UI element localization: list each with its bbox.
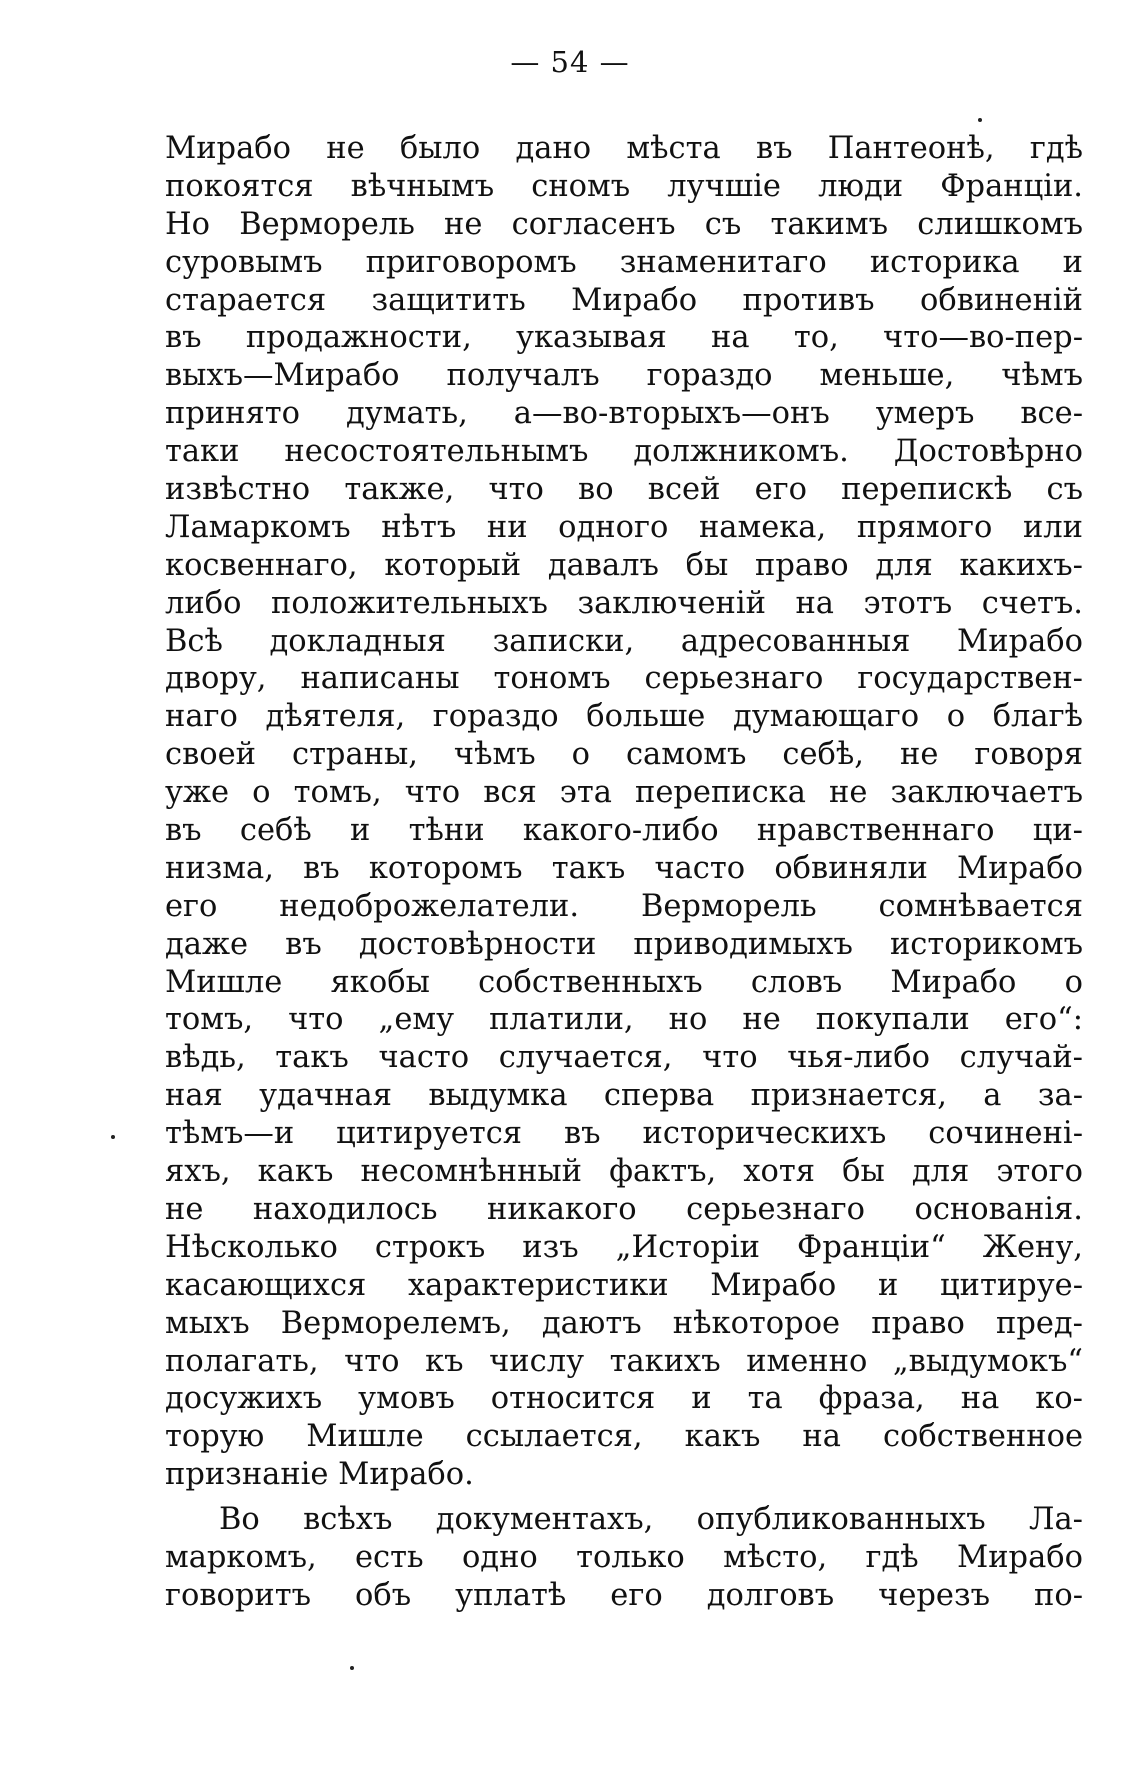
text-line: касающихся характеристики Мирабо и цитируе-: [165, 1267, 1083, 1303]
text-line: уже о томъ, что вся эта переписка не заключаетъ: [165, 775, 1083, 811]
text-line: торую Мишле ссылается, какъ на собственное: [165, 1419, 1083, 1455]
text-line: покоятся вѣчнымъ сномъ лучшіе люди Франціи.: [165, 168, 1083, 204]
text-line: его недоброжелатели. Верморель сомнѣвается: [165, 888, 1083, 924]
text-line: Мирабо не было дано мѣста въ Пантеонѣ, гдѣ: [165, 131, 1083, 166]
text-line: говоритъ объ уплатѣ его долговъ черезъ по-: [165, 1577, 1083, 1613]
page-number: — 54 —: [510, 45, 630, 79]
text-line: таки несостоятельнымъ должникомъ. Достовѣрно: [165, 434, 1083, 470]
print-speck: [111, 1135, 115, 1139]
print-speck: [978, 118, 982, 122]
text-line: либо положительныхъ заключеній на этотъ счетъ.: [165, 585, 1083, 621]
text-line: Всѣ докладныя записки, адресованныя Мирабо: [165, 623, 1083, 659]
text-line: принято думать, а—во-вторыхъ—онъ умеръ все-: [165, 396, 1083, 432]
text-line: тѣмъ—и цитируется въ историческихъ сочинені-: [165, 1116, 1083, 1152]
text-line: наго дѣятеля, гораздо больше думающаго о благѣ: [165, 699, 1083, 735]
paragraph-2: [165, 1501, 1083, 1615]
text-line: косвеннаго, который давалъ бы право для какихъ-: [165, 547, 1083, 583]
text-line: мыхъ Верморелемъ, даютъ нѣкоторое право пред-: [165, 1305, 1083, 1341]
body-text: [165, 130, 1083, 1615]
text-line: не находилось никакого серьезнаго основанія.: [165, 1191, 1083, 1227]
text-line: своей страны, чѣмъ о самомъ себѣ, не говоря: [165, 737, 1083, 773]
text-line: суровымъ приговоромъ знаменитаго историка и: [165, 244, 1083, 280]
text-line: вѣдь, такъ часто случается, что чья-либо случай-: [165, 1040, 1083, 1076]
paragraph-1: [165, 130, 1083, 1494]
text-line: маркомъ, есть одно только мѣсто, гдѣ Мирабо: [165, 1539, 1083, 1575]
text-line: извѣстно также, что во всей его перепискѣ съ: [165, 472, 1083, 508]
print-speck: [350, 1666, 354, 1670]
text-line: двору, написаны тономъ серьезнаго государствен-: [165, 661, 1083, 697]
text-line: выхъ—Мирабо получалъ гораздо меньше, чѣмъ: [165, 358, 1083, 394]
text-line: въ себѣ и тѣни какого-либо нравственнаго ци-: [165, 813, 1083, 849]
text-line: Ламаркомъ нѣтъ ни одного намека, прямого или: [165, 509, 1083, 545]
text-line: полагать, что къ числу такихъ именно „выдумокъ“: [165, 1343, 1083, 1379]
text-line: томъ, что „ему платили, но не покупали его“:: [165, 1002, 1083, 1038]
paragraph-gap: [165, 1494, 1083, 1501]
text-line: досужихъ умовъ относится и та фраза, на ко-: [165, 1381, 1083, 1417]
text-line: яхъ, какъ несомнѣнный фактъ, хотя бы для этого: [165, 1154, 1083, 1190]
text-line: старается защитить Мирабо противъ обвиненій: [165, 282, 1083, 318]
text-line: Мишле якобы собственныхъ словъ Мирабо о: [165, 964, 1083, 1000]
text-line: Но Верморель не согласенъ съ такимъ слишкомъ: [165, 206, 1083, 242]
text-line: Нѣсколько строкъ изъ „Исторіи Франціи“ Жену,: [165, 1229, 1083, 1265]
text-line: низма, въ которомъ такъ часто обвиняли Мирабо: [165, 850, 1083, 886]
text-line: ная удачная выдумка сперва признается, а за-: [165, 1078, 1083, 1114]
text-line: въ продажности, указывая на то, что—во-пер-: [165, 320, 1083, 356]
text-line: признаніе Мирабо.: [165, 1457, 474, 1493]
text-line: даже въ достовѣрности приводимыхъ историкомъ: [165, 926, 1083, 962]
text-line: Во всѣхъ документахъ, опубликованныхъ Ла-: [219, 1502, 1083, 1538]
